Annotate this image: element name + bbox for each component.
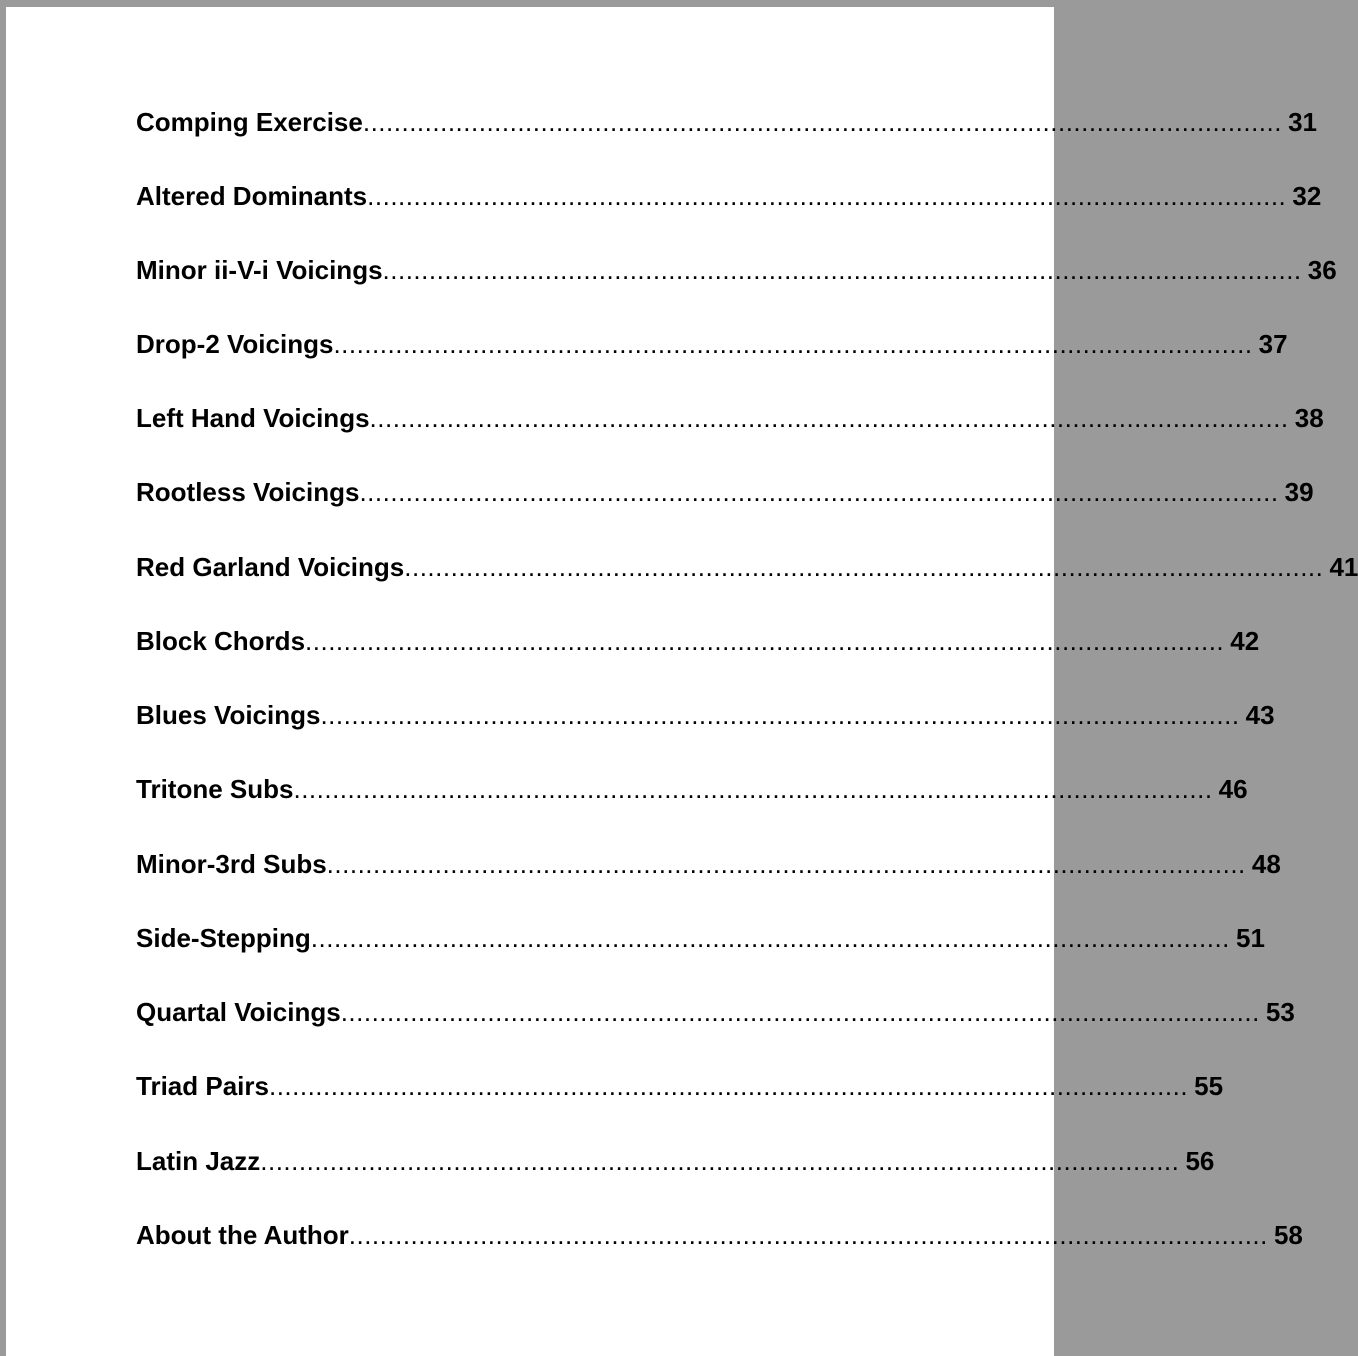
toc-dot-leader: ....................................................................................................................... [367, 181, 1287, 211]
toc-entry-title: About the Author [136, 1220, 349, 1250]
toc-entry-page: 32 [1292, 181, 1322, 211]
toc-entry-page: 46 [1218, 774, 1248, 804]
toc-entry-title: Tritone Subs [136, 774, 294, 804]
toc-entry [136, 102, 1317, 142]
toc-dot-leader: ....................................................................................................................... [268, 1071, 1189, 1101]
toc-entry-title: Blues Voicings [136, 700, 321, 730]
toc-entry [136, 769, 1248, 809]
toc-entry-title: Minor-3rd Subs [136, 849, 327, 879]
toc-entry-title: Block Chords [136, 626, 306, 656]
toc-entry [136, 176, 1322, 216]
toc-entry [136, 324, 1288, 364]
toc-entry [136, 918, 1265, 958]
toc-entry-page: 53 [1265, 997, 1295, 1027]
toc-dot-leader: ....................................................................................................................... [305, 626, 1225, 656]
toc-entry-page: 51 [1235, 923, 1265, 953]
toc-entry-page: 56 [1185, 1146, 1215, 1176]
toc-entry [136, 547, 1358, 587]
toc-entry-title: Red Garland Voicings [136, 552, 405, 582]
toc-entry-title: Minor ii-V-i Voicings [136, 255, 383, 285]
toc-entry-page: 31 [1288, 107, 1317, 137]
toc-entry [136, 992, 1295, 1032]
toc-dot-leader: ....................................................................................................................... [293, 774, 1213, 804]
toc-entry-page: 39 [1284, 477, 1314, 507]
toc-entry-page: 55 [1194, 1071, 1224, 1101]
toc-entry-title: Drop-2 Voicings [136, 329, 334, 359]
toc-entry-page: 37 [1258, 329, 1288, 359]
toc-dot-leader: ....................................................................................................................... [348, 1220, 1268, 1250]
toc-entry-title: Side-Stepping [136, 923, 311, 953]
toc-entry-title: Comping Exercise [136, 107, 363, 137]
toc-entry [136, 1066, 1224, 1106]
toc-entry-title: Quartal Voicings [136, 997, 341, 1027]
toc-dot-leader: ....................................................................................................................... [362, 107, 1282, 137]
toc-entry-page: 43 [1245, 700, 1275, 730]
toc-entry [136, 1215, 1303, 1255]
toc-entry-page: 48 [1251, 849, 1281, 879]
toc-dot-leader: ....................................................................................................................... [326, 849, 1246, 879]
toc-entry-title: Triad Pairs [136, 1071, 269, 1101]
toc-dot-leader: ....................................................................................................................... [310, 923, 1230, 953]
toc-entry-page: 58 [1273, 1220, 1303, 1250]
document-page [6, 7, 1358, 1356]
toc-entry-title: Altered Dominants [136, 181, 368, 211]
toc-entry-page: 36 [1307, 255, 1337, 285]
toc-dot-leader: ....................................................................................................................... [320, 700, 1240, 730]
toc-entry [136, 250, 1337, 290]
toc-entry-page: 42 [1230, 626, 1260, 656]
toc-entry [136, 1141, 1215, 1181]
toc-dot-leader: ....................................................................................................................... [382, 255, 1302, 285]
toc-dot-leader: ....................................................................................................................... [260, 1146, 1180, 1176]
toc-entry [136, 472, 1314, 512]
toc-entry-page: 41 [1329, 552, 1358, 582]
toc-entry-title: Rootless Voicings [136, 477, 360, 507]
toc-entry-title: Latin Jazz [136, 1146, 261, 1176]
toc-dot-leader: ....................................................................................................................... [404, 552, 1324, 582]
toc-dot-leader: ....................................................................................................................... [369, 403, 1289, 433]
toc-dot-leader: ....................................................................................................................... [359, 477, 1279, 507]
toc-dot-leader: ....................................................................................................................... [333, 329, 1253, 359]
toc-entry [136, 844, 1281, 884]
toc-entry [136, 695, 1275, 735]
toc-entry-page: 38 [1294, 403, 1324, 433]
toc-entry [136, 621, 1260, 661]
toc-entry-title: Left Hand Voicings [136, 403, 370, 433]
toc-entry [136, 398, 1324, 438]
toc-dot-leader: ....................................................................................................................... [340, 997, 1260, 1027]
